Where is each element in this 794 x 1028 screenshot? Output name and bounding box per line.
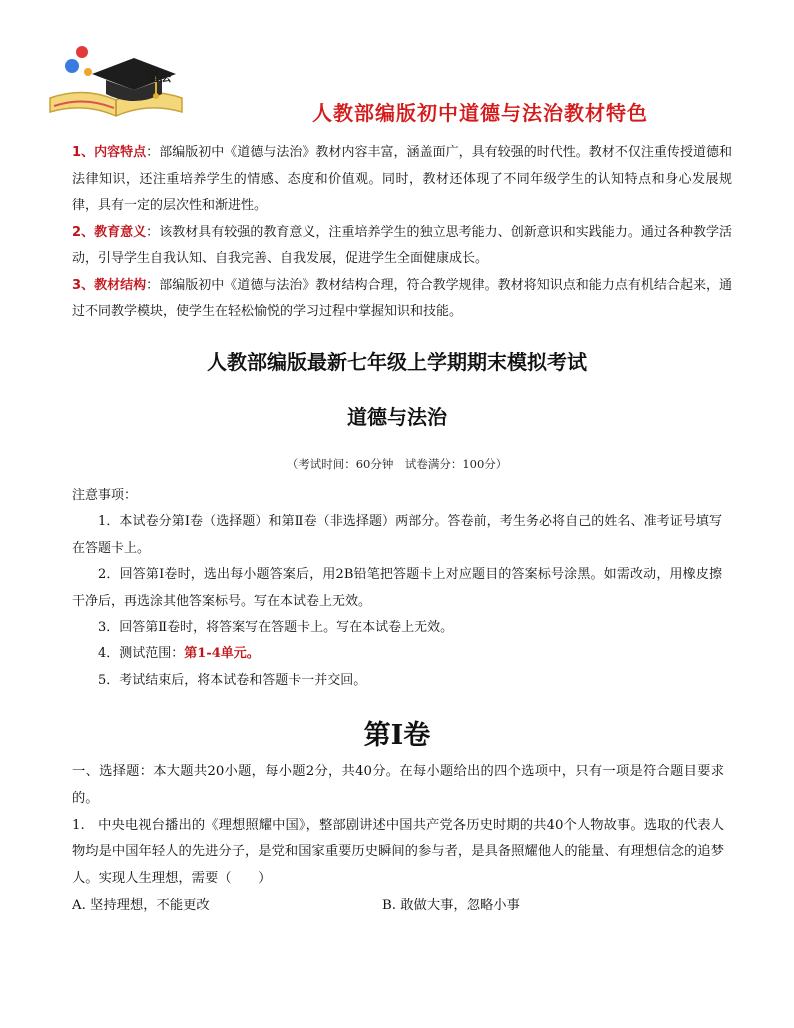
intro-heading: 2、教育意义 [72, 224, 147, 240]
intro-paragraph-3 [72, 273, 732, 326]
notice-item: 1．本试卷分第Ⅰ卷（选择题）和第Ⅱ卷（非选择题）两部分。答卷前，考生务必将自己的姓名、准考证号填写在答题卡上。 [72, 514, 722, 556]
notice-item: 2．回答第Ⅰ卷时，选出每小题答案后，用2B铅笔把答题卡上对应题目的答案标号涂黑。如需改动，用橡皮擦干净后，再选涂其他答案标号。写在本试卷上无效。 [72, 567, 722, 609]
intro-heading: 3、教材结构 [72, 277, 147, 293]
exam-meta: （考试时间：60分钟 试卷满分：100分） [286, 457, 508, 471]
intro-paragraph-1 [72, 140, 732, 220]
exam-title: 人教部编版最新七年级上学期期末模拟考试 [207, 350, 587, 374]
intro-paragraph-2 [72, 220, 732, 273]
notice-section [72, 483, 722, 694]
graduation-cap-logo [44, 28, 194, 120]
intro-body: ：该教材具有较强的教育意义，注重培养学生的独立思考能力、创新意识和实践能力。通过各种教学活动，引导学生自我认知、自我完善、自我发展，促进学生全面健康成长。 [72, 224, 732, 266]
banner-title: 人教部编版初中道德与法治教材特色 [312, 101, 648, 125]
intro-body: ：部编版初中《道德与法治》教材内容丰富，涵盖面广，具有较强的时代性。教材不仅注重传授道德和法律知识，还注重培养学生的情感、态度和价值观。同时，教材还体现了不同年级学生的认知特点和身心发展规律，具有一定的层次性和渐进性。 [72, 145, 732, 213]
notice-item-scope [72, 641, 722, 667]
option-b: B. 敢做大事，忽略小事 [382, 897, 520, 913]
notice-scope-range: 第1-4单元。 [184, 646, 260, 662]
volume-title: 第Ⅰ卷 [363, 720, 431, 751]
intro-section [72, 140, 732, 326]
question-1: 1. 中央电视台播出的《理想照耀中国》，整部剧讲述中国共产党各历史时期的共40个人物故事。选取的代表人物均是中国年轻人的先进分子，是党和国家重要历史瞬间的参与者，是具备照耀他人的能量、有理想信念的追梦人。实现人生理想，需要（ ） [72, 817, 724, 887]
graduation-cap-icon [44, 28, 194, 120]
notice-item: 3．回答第Ⅱ卷时，将答案写在答题卡上。写在本试卷上无效。 [98, 620, 454, 636]
notice-item: 5．考试结束后，将本试卷和答题卡一并交回。 [98, 672, 367, 688]
notice-heading: 注意事项： [72, 488, 138, 503]
option-a: A. 坚持理想，不能更改 [72, 897, 210, 913]
notice-scope-label: 4．测试范围： [98, 646, 185, 662]
question-1-options [72, 893, 724, 920]
logo-tag-text: 道法 [147, 70, 172, 84]
exam-subject: 道德与法治 [347, 405, 447, 429]
section-instruction: 一、选择题：本大题共20小题，每小题2分，共40分。在每小题给出的四个选项中，只有一项是符合题目要求的。 [72, 764, 724, 806]
questions-section [72, 759, 724, 920]
intro-body: ：部编版初中《道德与法治》教材结构合理，符合教学规律。教材将知识点和能力点有机结合起来，通过不同教学模块，使学生在轻松愉悦的学习过程中掌握知识和技能。 [72, 277, 732, 319]
intro-heading: 1、内容特点 [72, 145, 147, 160]
